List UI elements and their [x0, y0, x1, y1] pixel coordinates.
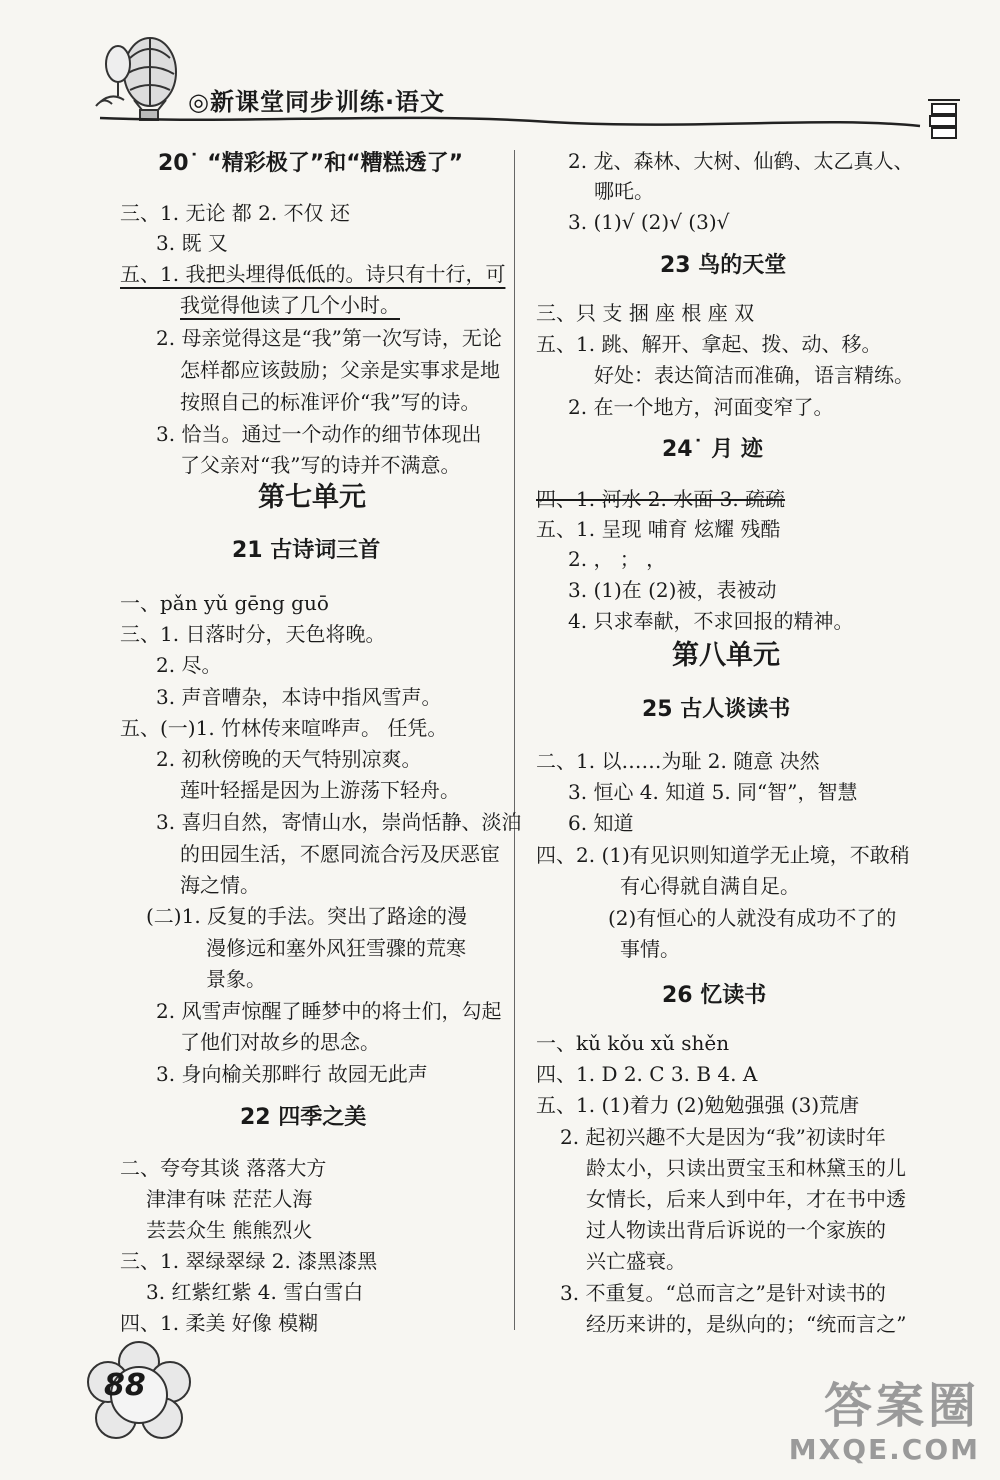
unit-title: 第八单元: [672, 640, 780, 671]
answer-line: 了父亲对“我”写的诗并不满意。: [180, 453, 461, 477]
unit-title: 第七单元: [258, 482, 366, 513]
answer-line: 四、1. 河水 2. 水面 3. 疏疏: [536, 487, 786, 511]
page-header: [0, 0, 1000, 150]
answer-line: 3. 恒心 4. 知道 5. 同“智”，智慧: [568, 780, 858, 804]
answer-line: (二)1. 反复的手法。突出了路途的漫: [146, 904, 468, 928]
answer-line: 女情长，后来人到中年，才在书中透: [586, 1187, 906, 1211]
answer-line: 2. 母亲觉得这是“我”第一次写诗，无论: [156, 326, 502, 350]
answer-line: 三、1. 日落时分，天色将晚。: [120, 622, 386, 646]
answer-line: 3. 不重复。“总而言之”是针对读书的: [560, 1281, 886, 1305]
answer-line: (2)有恒心的人就没有成功不了的: [608, 906, 897, 930]
answer-line: 景象。: [206, 967, 266, 991]
header-title: ◎新课堂同步训练·语文: [188, 88, 446, 116]
answer-line: 按照自己的标准评价“我”写的诗。: [180, 390, 481, 414]
answer-line: 2. 起初兴趣不大是因为“我”初读时年: [560, 1125, 886, 1149]
answer-line: 经历来讲的，是纵向的；“统而言之”: [586, 1312, 907, 1336]
answer-line: 事情。: [620, 937, 680, 961]
answer-line: 2. 初秋傍晚的天气特别凉爽。: [156, 747, 422, 771]
answer-line: 五、1. 跳、解开、拿起、拨、动、移。: [536, 332, 882, 356]
answer-line: 了他们对故乡的思念。: [180, 1030, 380, 1054]
answer-line: 哪吒。: [594, 179, 654, 203]
answer-line: 五、1. 我把头埋得低低的。诗只有十行，可: [120, 262, 506, 286]
answer-line: 四、2. (1)有见识则知道学无止境，不敢稍: [536, 843, 910, 867]
answer-line: 3. 既 又: [156, 231, 228, 255]
answer-line: 四、1. D 2. C 3. B 4. A: [536, 1062, 758, 1086]
answer-line: 的田园生活，不愿同流合污及厌恶宦: [180, 842, 500, 866]
answer-line: 6. 知道: [568, 811, 634, 835]
bookmark-stack-icon: [916, 92, 976, 152]
answer-line: 一、pǎn yǔ gēng guō: [120, 591, 329, 615]
answer-line: 4. 只求奉献，不求回报的精神。: [568, 609, 854, 633]
lesson-heading: 25 古人谈读书: [642, 697, 791, 722]
lesson-heading: 20˙ “精彩极了”和“糟糕透了”: [158, 151, 464, 176]
answer-line: 五、1. 呈现 哺育 炫耀 残酷: [536, 517, 781, 541]
answer-line: 3. 喜归自然，寄情山水，崇尚恬静、淡泊: [156, 810, 522, 834]
watermark-logo: [789, 1378, 980, 1466]
lesson-heading: 22 四季之美: [240, 1105, 367, 1130]
answer-line: 3. (1)√ (2)√ (3)√: [568, 210, 730, 234]
column-divider: [514, 150, 515, 1330]
answer-line: 五、1. (1)着力 (2)勉勉强强 (3)荒唐: [536, 1093, 860, 1117]
answer-line: 兴亡盛衰。: [586, 1249, 686, 1273]
answer-line: 有心得就自满自足。: [620, 874, 800, 898]
answer-line: 四、1. 柔美 好像 模糊: [120, 1311, 319, 1335]
answer-line: 2. 在一个地方，河面变窄了。: [568, 395, 834, 419]
answer-line: 漫修远和塞外风狂雪骤的荒寒: [206, 936, 466, 960]
lesson-heading: 21 古诗词三首: [232, 538, 381, 563]
answer-line: 二、夸夸其谈 落落大方: [120, 1156, 327, 1180]
answer-line: 过人物读出背后诉说的一个家族的: [586, 1218, 886, 1242]
answer-line: 龄太小，只读出贾宝玉和林黛玉的儿: [586, 1156, 906, 1180]
header-wavy-rule: [0, 0, 1000, 150]
answer-line: 海之情。: [180, 873, 260, 897]
answer-line: 3. 声音嘈杂，本诗中指风雪声。: [156, 685, 442, 709]
answer-line: 2. ， ； ，: [568, 547, 667, 571]
answer-line: 津津有味 茫茫人海: [146, 1187, 313, 1211]
answer-line: 我觉得他读了几个小时。: [180, 293, 400, 317]
answer-line: 3. 恰当。通过一个动作的细节体现出: [156, 422, 482, 446]
answer-line: 2. 龙、森林、大树、仙鹤、太乙真人、: [568, 149, 914, 173]
answer-line: 芸芸众生 熊熊烈火: [146, 1218, 313, 1242]
answer-line: 二、1. 以……为耻 2. 随意 决然: [536, 749, 820, 773]
answer-line: 三、1. 翠绿翠绿 2. 漆黑漆黑: [120, 1249, 378, 1273]
answer-line: 2. 尽。: [156, 653, 222, 677]
answer-line: 2. 风雪声惊醒了睡梦中的将士们，勾起: [156, 999, 502, 1023]
answer-line: 怎样都应该鼓励；父亲是实事求是地: [180, 358, 500, 382]
lesson-heading: 23 鸟的天堂: [660, 253, 787, 278]
watermark-url: MXQE.COM: [788, 1433, 980, 1466]
page-number: 88: [104, 1368, 146, 1403]
answer-line: 一、kǔ kǒu xǔ shěn: [536, 1031, 730, 1055]
watermark-text: 答案圈: [823, 1378, 980, 1434]
lesson-heading: 24˙ 月 迹: [662, 437, 763, 462]
answer-line: 三、1. 无论 都 2. 不仅 还: [120, 201, 350, 225]
answer-line: 莲叶轻摇是因为上游荡下轻舟。: [180, 778, 460, 802]
answer-line: 好处：表达简洁而准确，语言精练。: [594, 363, 914, 387]
lesson-heading: 26 忆读书: [662, 983, 767, 1008]
answer-line: 3. (1)在 (2)被，表被动: [568, 578, 777, 602]
answer-line: 三、只 支 捆 座 根 座 双: [536, 301, 755, 325]
answer-line: 3. 身向榆关那畔行 故园无此声: [156, 1062, 428, 1086]
answer-line: 五、(一)1. 竹林传来喧哗声。 任凭。: [120, 716, 448, 740]
answer-line: 3. 红紫红紫 4. 雪白雪白: [146, 1280, 364, 1304]
